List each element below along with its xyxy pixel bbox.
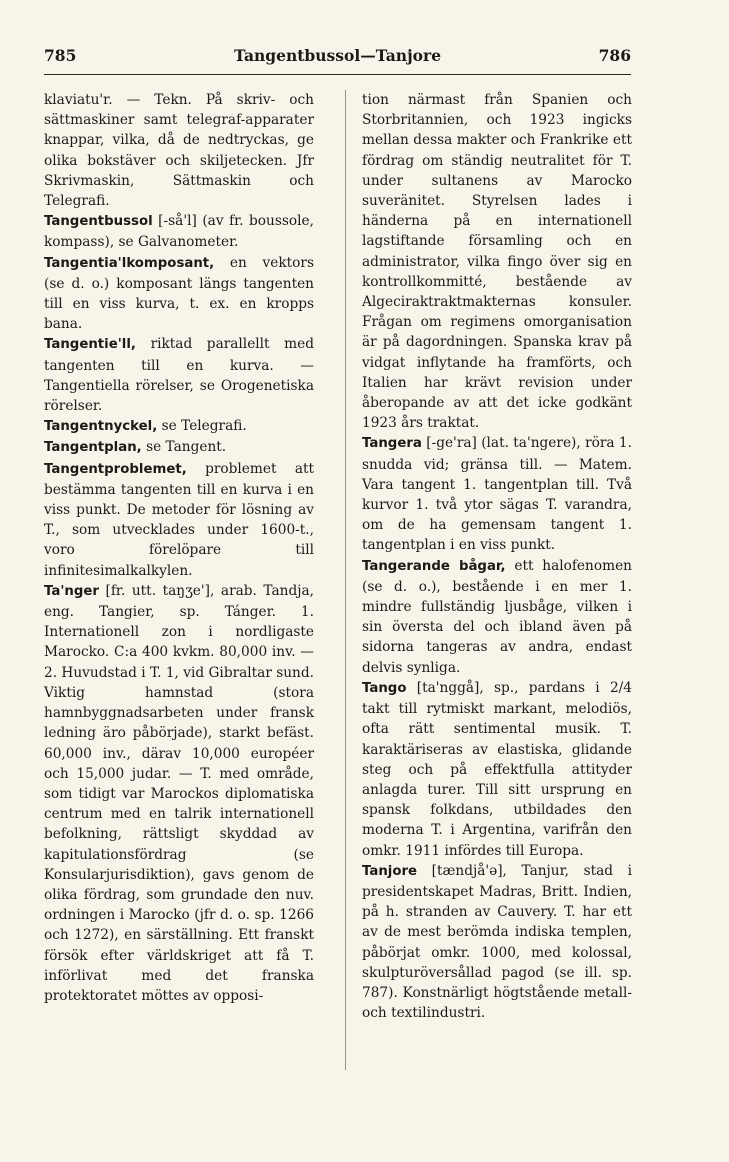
entry-text: klaviatu'r. — Tekn. På skriv- och sättmaskiner samt telegraf-apparater knappar, vilka, då de nedtryckas, ge olika bokstäver och skiljetecken. Jfr Skrivmaskin, Sättmaskin och Telegrafi. <box>44 92 314 210</box>
running-title: Tangentbussol—Tanjore <box>233 46 442 65</box>
entry-headword: Tangentie'll, <box>44 337 136 353</box>
left-column <box>44 90 314 1006</box>
header-rule <box>44 74 631 75</box>
entry <box>44 459 314 581</box>
entry-text: problemet att bestämma tangenten till en kurva i en viss punkt. De metoder för lösning av T., som utvecklades under 1600-t., voro förelöpare till infinitesimalkalkylen. <box>44 460 314 579</box>
entry <box>362 861 632 1024</box>
entry <box>362 678 632 861</box>
page-number-left: 785 <box>44 46 77 65</box>
column-divider <box>345 90 346 1070</box>
entry <box>362 556 632 678</box>
entry-text: [-så'l] (av fr. boussole, kompass), se Galvanometer. <box>44 213 314 251</box>
entry-text: se Tangent. <box>141 439 227 456</box>
right-column <box>362 90 632 1023</box>
entry-headword: Tangentbussol <box>44 214 153 230</box>
entry <box>44 253 314 335</box>
entry <box>44 211 314 252</box>
entry-continuation <box>362 90 632 433</box>
entry-headword: Tangentproblemet, <box>44 461 187 477</box>
entry <box>44 437 314 458</box>
entry-headword: Tangera <box>362 436 422 452</box>
entry-headword: Tangentplan, <box>44 440 142 456</box>
entry-text: riktad parallellt med tangenten till en kurva. — Tangentiella rörelser, se Orogenetiska rörelser. <box>44 336 314 415</box>
entry-headword: Tango <box>362 680 407 696</box>
entry-headword: Tangentia'lkomposant, <box>44 255 215 271</box>
entry <box>44 581 314 1006</box>
entry <box>44 334 314 416</box>
page-number-right: 786 <box>598 46 631 65</box>
page-header <box>44 42 631 70</box>
entry-text: [tændjå'ə], Tanjur, stad i presidentskapet Madras, Britt. Indien, på h. stranden av Cauvery. T. har ett av de mest berömda indiska templen, påbörjat omkr. 1000, med kolossal, skulpturöversållad pagod (se ill. sp. 787). Konstnärligt högtstående metall- och textilindustri. <box>362 862 632 1022</box>
entry-continuation <box>44 90 314 211</box>
entry-text: se Telegrafi. <box>157 418 247 435</box>
entry-text: [ta'nggå], sp., pardans i 2/4 takt till rytmiskt markant, melodiös, ofta rätt sentimental musik. T. karaktäriseras av elastiska, glidande steg och på effektfulla attityder anlagda turer. Till sitt ursprung en spansk folkdans, utbildades den moderna T. i Argentina, varifrån den omkr. 1911 infördes till Europa. <box>362 679 632 859</box>
entry-headword: Tanjore <box>362 863 418 879</box>
entry-text: en vektors (se d. o.) komposant längs tangenten till en viss kurva, t. ex. en kropps bana. <box>44 254 314 333</box>
entry-headword: Tangentnyckel, <box>44 419 158 435</box>
entry-text: ett halofenomen (se d. o.), bestående i en mer 1. mindre fullständig ljusbåge, vilken i sin översta del och ibland även på sidorna tangeras av andra, endast delvis synliga. <box>362 557 632 676</box>
entry-text: [fr. utt. taŋʒe'], arab. Tandja, eng. Tangier, sp. Tánger. 1. Internationell zon i nordligaste Marocko. C:a 400 kvkm. 80,000 inv. — 2. Huvudstad i T. 1, vid Gibraltar sund. Viktig hamnstad (stora hamnbyggnadsarbeten under fransk ledning äro påbörjade), starkt befäst. 60,000 inv., därav 10,000 européer och 15,000 judar. — T. med område, som tidigt var Marockos diplomatiska centrum med en talrik internationell befolkning, rättsligt skyddad av kapitulationsfördrag (se Konsularjurisdiktion), gavs genom de olika fördrag, som grundade den nuv. ordningen i Marocko (jfr d. o. sp. 1266 och 1272), en särställning. Ett franskt försök efter världskriget att få T. införlivat med det franska protektoratet möttes av opposi- <box>44 582 314 1004</box>
entry-text: tion närmast från Spanien och Storbritannien, och 1923 ingicks mellan dessa makter och Frankrike ett fördrag om ständig neutralitet för T. under sultanens av Marocko suveränitet. Styrelsen lades i händerna på en internationell lagstiftande församling och en administrator, vilka fingo över sig en kontrollkommitté, bestående av Algeciraktraktmakternas konsuler. Frågan om regimens omorganisation är på dagordningen. Spanska krav på vidgat inflytande ha framförts, och Italien har krävt revision under åberopande av att det icke godkänt 1923 års traktat. <box>362 92 632 432</box>
entry-text: [-ge'ra] (lat. ta'ngere), röra 1. snudda vid; gränsa till. — Matem. Vara tangent 1. tangentplan till. Två kurvor 1. två ytor sägas T. varandra, om de ha gemensam tangent 1. tangentplan i en viss punkt. <box>362 435 632 554</box>
entry <box>44 416 314 437</box>
entry-headword: Ta'nger <box>44 583 99 599</box>
entry <box>362 433 632 555</box>
entry-headword: Tangerande bågar, <box>362 558 506 574</box>
